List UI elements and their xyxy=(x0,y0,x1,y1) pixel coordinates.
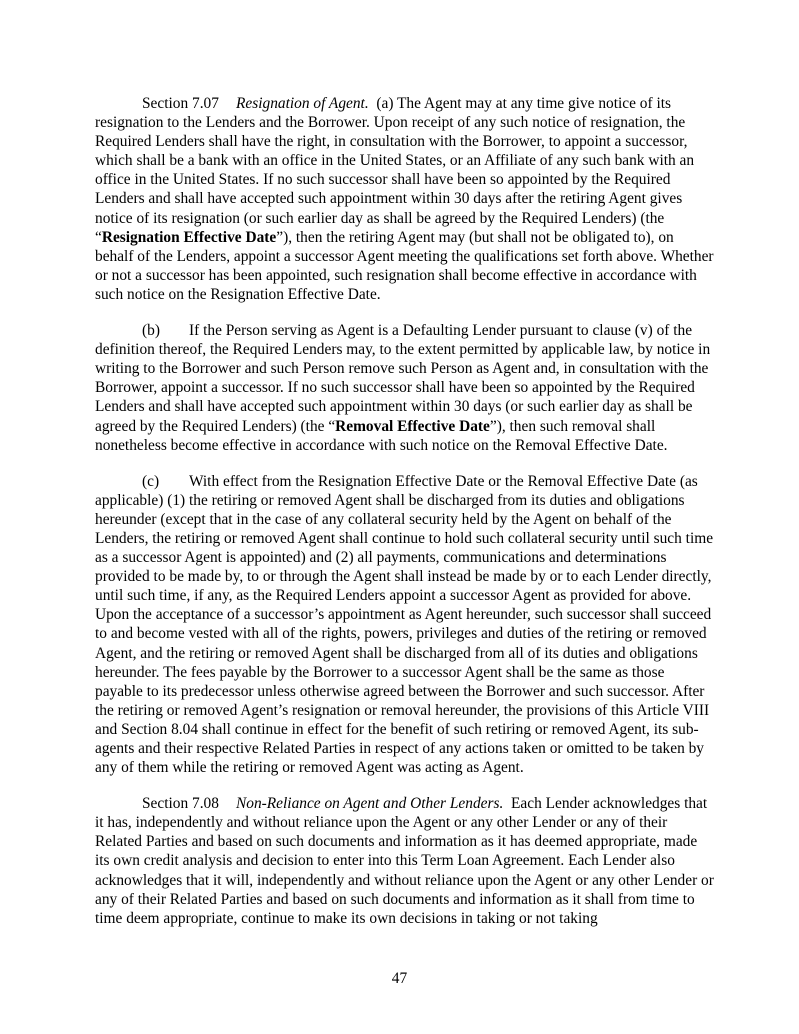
section-7-08-text: Each Lender acknowledges that it has, independently and without reliance upon the Agent or any other Lender or any of their Related Parties and based on such documents and information as it has deemed appropriate, made its own credit analysis and decision to enter into this Term Loan Agreement. Each Lender also acknowledges that it will, independently and without reliance upon the Agent or any other Lender or any of their Related Parties and based on such documents and information as it shall from time to time deem appropriate, continue to make its own decisions in taking or not taking xyxy=(95,795,714,927)
section-7-07-paragraph-c xyxy=(95,472,715,778)
clause-b-text-start: If the Person serving as Agent is a Defaulting Lender pursuant to clause (v) of the definition thereof, the Required Lenders may, to the extent permitted by applicable law, by notice in writing to the Borrower and such Person remove such Person as Agent and, in consultation with the Borrower, appoint a successor. If no such successor shall have been so appointed by the Required Lenders and shall have accepted such appointment within 30 days (or such earlier day as shall be agreed by the Required Lenders) (the “ xyxy=(95,322,711,435)
clause-b-text-end: ”), then such removal shall nonetheless become effective in accordance with such notice on the Removal Effective Date. xyxy=(95,417,668,454)
page-number: 47 xyxy=(391,970,408,987)
section-7-07-number: Section 7.07 xyxy=(142,95,219,112)
section-7-07-a-text-end: ”), then the retiring Agent may (but shall not be obligated to), on behalf of the Lenders, appoint a successor Agent meeting the qualifications set forth above. Whether or not a successor has been appointed, such resignation shall become effective in accordance with such notice on the Resignation Effective Date. xyxy=(95,228,714,303)
section-7-07-title: Resignation of Agent. xyxy=(236,95,369,112)
section-7-07-paragraph-b xyxy=(95,321,715,455)
section-7-08-title: Non-Reliance on Agent and Other Lenders. xyxy=(236,795,504,813)
document-page xyxy=(95,94,715,945)
section-7-07-a-text-start: (a) The Agent may at any time give notice of its resignation to the Lenders and the Borrower. Upon receipt of any such notice of resignation, the Required Lenders shall have the right, in consultation with the Borrower, to appoint a successor, which shall be a bank with an office in the United States, or an Affiliate of any such bank with an office in the United States. If no such successor shall have been so appointed by the Required Lenders and shall have accepted such appointment within 30 days after the retiring Agent gives notice of its resignation (or such earlier day as shall be agreed by the Required Lenders) (the “ xyxy=(95,95,695,246)
section-7-08-number: Section 7.08 xyxy=(142,795,219,813)
removal-effective-date-term: Removal Effective Date xyxy=(335,417,490,435)
clause-b-label: (b) xyxy=(142,322,160,340)
section-7-07-paragraph-a xyxy=(95,94,715,304)
clause-c-label: (c) xyxy=(142,472,160,490)
section-7-08-paragraph xyxy=(95,794,715,928)
clause-c-text: With effect from the Resignation Effective Date or the Removal Effective Date (as applicable) (1) the retiring or removed Agent shall be discharged from its duties and obligations hereunder (except that in the case of any collateral security held by the Agent on behalf of the Lenders, the retiring or removed Agent shall continue to hold such collateral security until such time as a successor Agent is appointed) and (2) all payments, communications and determinations provided to be made by, to or through the Agent shall instead be made by or to each Lender directly, until such time, if any, as the Required Lenders appoint a successor Agent as provided for above. Upon the acceptance of a successor’s appointment as Agent hereunder, such successor shall succeed to and become vested with all of the rights, powers, privileges and duties of the retiring or removed Agent, and the retiring or removed Agent shall be discharged from all of its duties and obligations hereunder. The fees payable by the Borrower to a successor Agent shall be the same as those payable to its predecessor unless otherwise agreed between the Borrower and such successor. After the retiring or removed Agent’s resignation or removal hereunder, the provisions of this Article VIII and Section 8.04 shall continue in effect for the benefit of such retiring or removed Agent, its sub-agents and their respective Related Parties in respect of any actions taken or omitted to be taken by any of them while the retiring or removed Agent was acting as Agent. xyxy=(95,472,714,777)
resignation-effective-date-term: Resignation Effective Date xyxy=(101,228,277,246)
